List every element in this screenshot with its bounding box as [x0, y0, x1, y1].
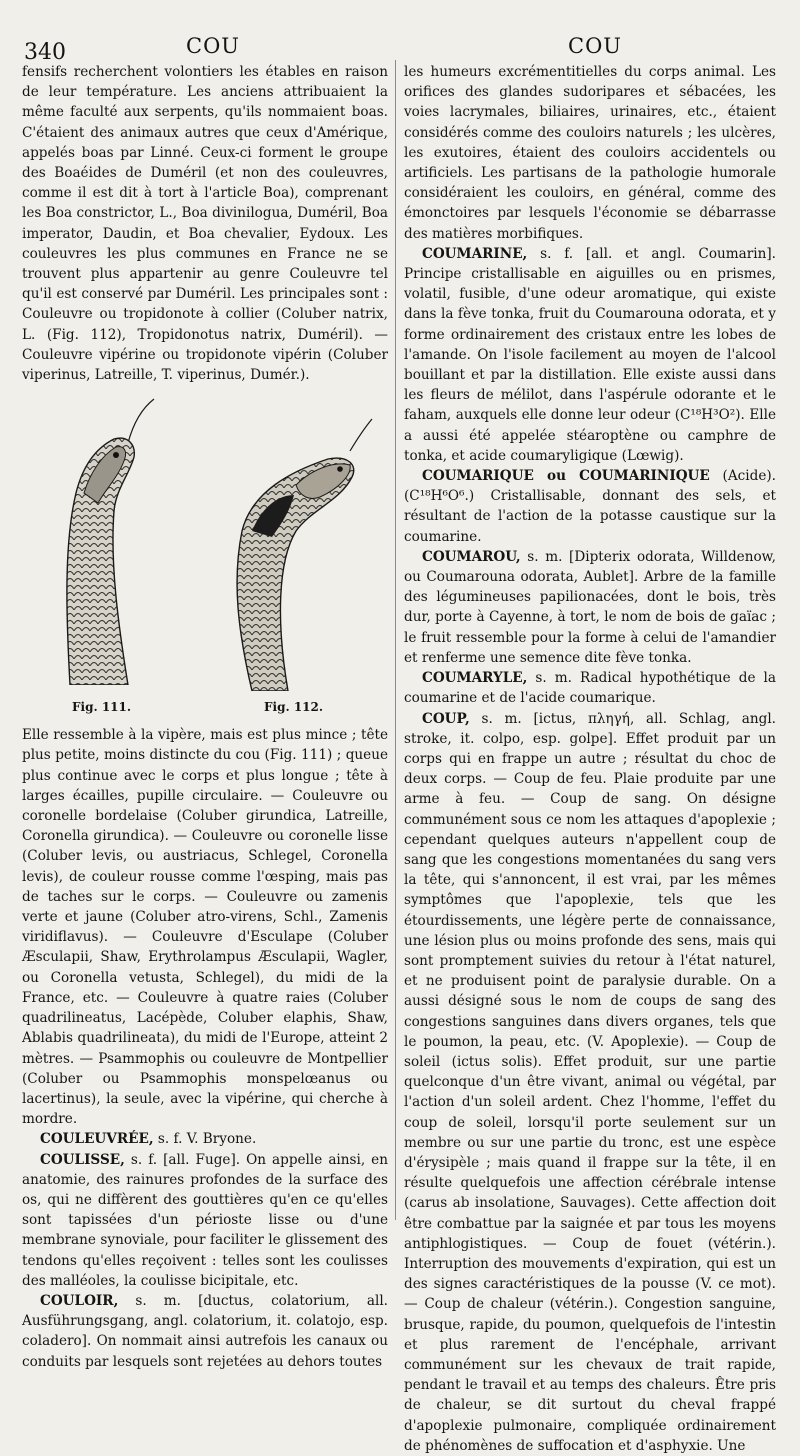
- entry-headword: COULOIR,: [40, 1293, 118, 1309]
- entry-headword: COULEUVRÉE,: [40, 1131, 154, 1147]
- right-column: [404, 62, 776, 1456]
- entry-body: s. m. Radical hypothétique de la coumarine et de l'acide coumarique.: [404, 670, 776, 706]
- entry-couleuvree: [22, 1129, 388, 1149]
- entry-coup: [404, 709, 776, 1456]
- paragraph-couleuvre-description: Elle ressemble à la vipère, mais est plus mince ; tête plus petite, moins distincte du cou (Fig. 111) ; queue plus continue avec le corps et plus longue ; tête à larges écailles, pupille circulaire. — Couleuvre ou coronelle bordelaise (Coluber girundica, Latreille, Coronella girundica). — Couleuvre ou coronelle lisse (Coluber levis, ou austriacus, Schlegel, Coronella levis), de couleur rousse comme l'œsping, mais pas de taches sur le corps. — Couleuvre ou zamenis verte et jaune (Coluber atro-virens, Schl., Zamenis viridiflavus). — Couleuvre d'Esculape (Coluber Æsculapii, Shaw, Erythrolampus Æsculapii, Wagler, ou Coronella vetusta, Schlegel), du midi de la France, etc. — Couleuvre à quatre raies (Coluber quadrilineatus, Lacépède, Coluber elaphis, Shaw, Ablabis quadrilineata), du midi de l'Europe, atteint 2 mètres. — Psammophis ou couleuvre de Montpellier (Coluber ou Psammophis monspelœanus ou lacertinus), la seule, avec la vipérine, qui cherche à mordre.: [22, 725, 388, 1129]
- paragraph-couloir-continued: les humeurs excrémentitielles du corps animal. Les orifices des glandes sudoripares et sébacées, les voies lacrymales, biliaires, urinaires, etc., étaient considérés comme des couloirs naturels ; les ulcères, les exutoires, étaient des couloirs accidentels ou artificiels. Les partisans de la pathologie humorale considéraient les couloirs, en général, comme des émonctoires par lesquels l'économie se débarrasse des matières morbifiques.: [404, 62, 776, 244]
- entry-coulisse: [22, 1150, 388, 1291]
- entry-headword: COUMARIQUE ou COUMARINIQUE: [422, 468, 710, 484]
- entry-coumaryle: [404, 668, 776, 708]
- running-head-right: COU: [568, 34, 622, 58]
- entry-headword: COUMARYLE,: [422, 670, 527, 686]
- entry-coumarine: [404, 244, 776, 466]
- snake-head-fig111-illustration: [58, 393, 178, 685]
- page-number: 340: [24, 40, 66, 65]
- entry-body: s. m. [ictus, πληγή, all. Schlag, angl. stroke, it. colpo, esp. golpe]. Effet produit par un corps qui en frappe un autre ; résultat du choc de deux corps. — Coup de feu. Plaie produite par une arme à feu. — Coup de sang. On désigne communément sous ce nom les attaques d'apoplexie ; cependant quelques auteurs n'appellent coup de sang que les congestions momentanées du sang vers la tête, qui s'annoncent, il est vrai, par les mêmes symptômes que l'apoplexie, tels que les étourdissements, une légère perte de connaissance, une lésion plus ou moins profonde des sens, mais qui sont promptement suivies du retour à l'état naturel, et ne produisent point de paralysie durable. On a aussi désigné sous le nom de coups de sang des congestions sanguines dans divers organes, tels que le poumon, la peau, etc. (V. Apoplexie). — Coup de soleil (ictus solis). Effet produit, sur une partie quelconque d'un être vivant, animal ou végétal, par l'action d'un soleil ardent. Chez l'homme, l'effet du coup de soleil, lorsqu'il porte seulement sur un membre ou sur une partie du tronc, est une espèce d'érysipèle ; mais quand il frappe sur la tête, il en résulte quelquefois une affection cérébrale intense (carus ab insolatione, Sauvages). Cette affection doit être combattue par la saignée et par tous les moyens antiphlogistiques. — Coup de fouet (vétérin.). Interruption des mouvements d'expiration, qui est un des signes caractéristiques de la pousse (V. ce mot). — Coup de chaleur (vétérin.). Congestion sanguine, brusque, rapide, du poumon, quelquefois de l'intestin et plus rarement de l'encéphale, arrivant communément sur les chevaux de trait rapide, pendant le travail et au temps des chaleurs. Être pris de chaleur, se dit surtout du cheval frappé d'apoplexie pulmonaire, compliquée ordinairement de phénomènes de suffocation et d'asphyxie. Une: [404, 711, 776, 1454]
- entry-headword: COUMARINE,: [422, 246, 527, 262]
- running-head-left: COU: [186, 34, 240, 58]
- entry-headword: COUMAROU,: [422, 549, 521, 565]
- entry-body: s. m. [ductus, colatorium, all. Ausführungsgang, angl. colatorium, it. colatojo, esp. coladero]. On nommait ainsi autrefois les canaux ou conduits par lesquels sont rejetées au dehors toutes: [22, 1293, 388, 1370]
- paragraph-couleuvre-species: fensifs recherchent volontiers les étables en raison de leur température. Les anciens attribuaient la même faculté aux serpents, qu'ils nommaient boas. C'étaient des animaux autres que ceux d'Amérique, appelés boas par Linné. Ceux-ci forment le groupe des Boaéides de Duméril (et non des couleuvres, comme il est dit à tort à l'article Boa), comprenant les Boa constrictor, L., Boa divinilogua, Duméril, Boa imperator, Daudin, et Boa chevalier, Eydoux. Les couleuvres les plus communes en France ne se trouvent plus appartenir au genre Couleuvre tel qu'il est conservé par Duméril. Les principales sont : Couleuvre ou tropidonote à collier (Coluber natrix, L. (Fig. 112), Tropidonotus natrix, Duméril). — Couleuvre vipérine ou tropidonote vipérin (Coluber viperinus, Latreille, T. viperinus, Dumér.).: [22, 62, 388, 385]
- figures-snakes: [22, 391, 388, 721]
- figure-caption-111: Fig. 111.: [72, 697, 131, 717]
- entry-body: s. f. V. Bryone.: [158, 1131, 256, 1147]
- snake-head-fig112-illustration: [212, 411, 382, 691]
- entry-body: s. f. [all. Fuge]. On appelle ainsi, en anatomie, des rainures profondes de la surface des os, qui ne diffèrent des gouttières qu'en ce qu'elles sont tapissées d'un périoste lisse ou d'une membrane synoviale, pour faciliter le glissement des tendons qu'elles reçoivent : telles sont les coulisses des malléoles, la coulisse bicipitale, etc.: [22, 1152, 388, 1289]
- left-column: [22, 62, 388, 1372]
- entry-headword: COUP,: [422, 711, 470, 727]
- entry-body: s. m. [Dipterix odorata, Willdenow, ou Coumarouna odorata, Aublet]. Arbre de la famille des légumineuses papilionacées, dont le bois, très dur, porte à Cayenne, à tort, le nom de bois de gaïac ; le fruit ressemble pour la forme à celui de l'amandier et renferme une semence dite fève tonka.: [404, 549, 776, 666]
- entry-headword: COULISSE,: [40, 1152, 125, 1168]
- entry-body: s. f. [all. et angl. Coumarin]. Principe cristallisable en aiguilles ou en prismes, volatil, fusible, d'une odeur aromatique, qui existe dans la fève tonka, fruit du Coumarouna odorata, et y forme ordinairement des cristaux entre les lobes de l'amande. On l'isole facilement au moyen de l'alcool bouillant et par la distillation. Elle existe aussi dans les fleurs de mélilot, dans l'aspérule odorante et le faham, auxquels elle donne leur odeur (C¹⁸H³O²). Elle a aussi été appelée stéaroptène ou camphre de tonka, et acide coumaryligique (Lœwig).: [404, 246, 776, 464]
- entry-body: (Acide). (C¹⁸H⁶O⁶.) Cristallisable, donnant des sels, et résultant de l'action de la potasse caustique sur la coumarine.: [404, 468, 776, 545]
- entry-coumarou: [404, 547, 776, 668]
- column-rule: [395, 60, 396, 1220]
- entry-couloir: [22, 1291, 388, 1372]
- figure-caption-112: Fig. 112.: [264, 697, 323, 717]
- entry-coumarique: [404, 466, 776, 547]
